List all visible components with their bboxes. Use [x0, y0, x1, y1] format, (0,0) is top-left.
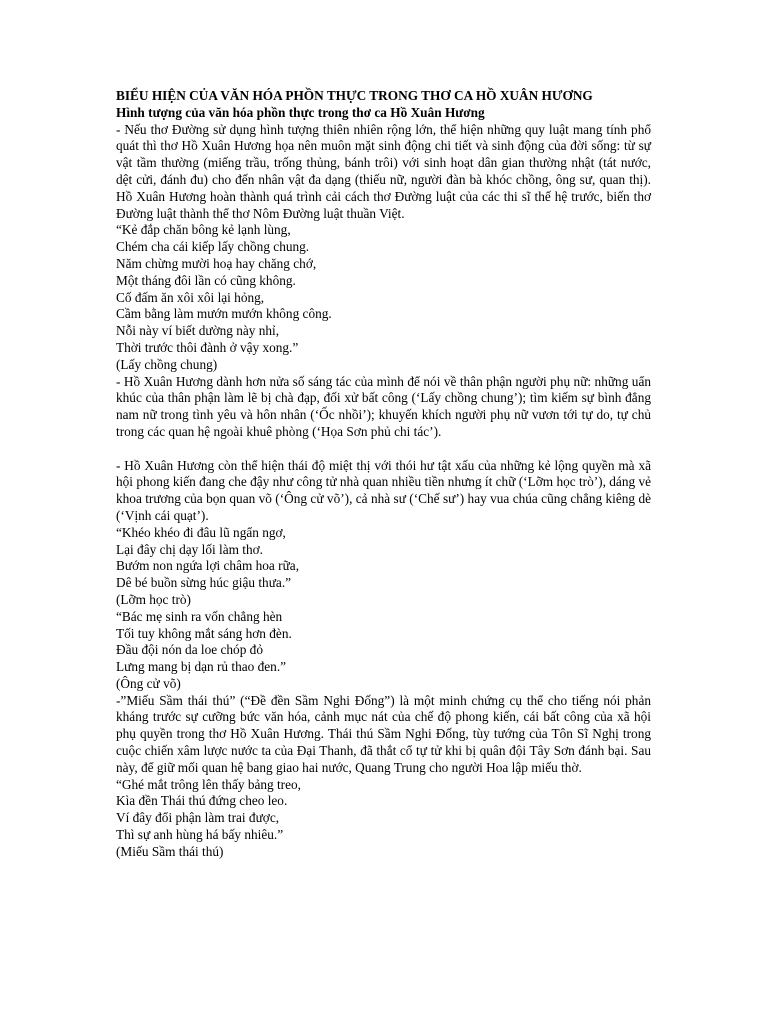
section-heading: Hình tượng của văn hóa phồn thực trong thơ ca Hồ Xuân Hương	[116, 104, 485, 120]
poem-line: Lại đây chị dạy lối làm thơ.	[116, 541, 263, 557]
poem-line: “Ghé mắt trông lên thấy bảng treo,	[116, 776, 301, 792]
poem-line: Bướm non ngứa lợi châm hoa rữa,	[116, 558, 300, 574]
document-title: BIỂU HIỆN CỦA VĂN HÓA PHỒN THỰC TRONG THƠ CA HỒ XUÂN HƯƠNG	[116, 88, 593, 103]
poem-line: Tối tuy không mắt sáng hơn đèn.	[116, 625, 292, 641]
poem-source: (Lỡm học trò)	[116, 591, 191, 607]
poem-line: Năm chừng mười hoạ hay chăng chớ,	[116, 255, 317, 271]
poem-line: Đầu đội nón da loe chóp đỏ	[116, 642, 263, 658]
paragraph-2: - Hồ Xuân Hương dành hơn nửa số sáng tác của mình để nói về thân phận người phụ nữ: những uẩn khúc của thân phận làm lẽ bị chà đạp, đối xử bất công (‘Lấy chồng chung’); tìm kiếm sự bình đẳng nam nữ trong tình yêu và hôn nhân (‘Ốc nhồi’); khuyến khích người phụ nữ vươn tới tự do, tự chủ trong các quan hệ ngoài khuê phòng (‘Họa Sơn phủ chi tác’).	[116, 373, 651, 439]
poem-line: Dê bé buồn sừng húc giậu thưa.”	[116, 575, 292, 591]
poem-source: (Ông cử võ)	[116, 675, 181, 691]
paragraph-1: - Nếu thơ Đường sử dụng hình tượng thiên nhiên rộng lớn, thể hiện những quy luật mang tính phổ quát thì thơ Hồ Xuân Hương họa nên muôn mặt sinh động chi tiết và sinh động của đời sống: từ sự vật tầm thường (miếng trầu, trống thủng, bánh trôi) với sinh hoạt dân gian thường nhật (tát nước, dệt cửi, đánh đu) cho đến nhân vật đa dạng (thiếu nữ, người đàn bà khóc chồng, ông sư, quan thị). Hồ Xuân Hương hoàn thành quá trình cải cách thơ Đường luật của các thi sĩ thế hệ trước, biến thơ Đường luật thành thể thơ Nôm Đường luật thuần Việt.	[116, 121, 651, 221]
poem-lom-hoc-tro	[116, 525, 651, 609]
poem-line: Một tháng đôi lần có cũng không.	[116, 272, 296, 288]
poem-line: “Kẻ đắp chăn bông kẻ lạnh lùng,	[116, 222, 291, 238]
poem-line: Ví đây đổi phận làm trai được,	[116, 810, 280, 826]
poem-line: Cố đấm ăn xôi xôi lại hỏng,	[116, 289, 265, 305]
poem-line: Thời trước thôi đành ở vậy xong.”	[116, 339, 299, 355]
poem-source: (Miếu Sầm thái thú)	[116, 843, 224, 859]
blank-line	[116, 441, 651, 458]
poem-lay-chong-chung	[116, 222, 651, 373]
poem-line: Thì sự anh hùng há bấy nhiêu.”	[116, 827, 284, 843]
poem-line: Nỗi này ví biết dường này nhỉ,	[116, 323, 280, 339]
poem-line: Lưng mang bị dạn rủ thao đen.”	[116, 659, 287, 675]
poem-ong-cu-vo	[116, 609, 651, 693]
paragraph-3: - Hồ Xuân Hương còn thể hiện thái độ miệt thị với thói hư tật xấu của những kẻ lộng quyền mà xã hội phong kiến đang che đậy như công tử nhà quan nhiều tiền nhưng ít chữ (‘Lỡm học trò’), dáng vẻ khoa trương của bọn quan võ (‘Ông cử võ’), cả nhà sư (‘Chế sư’) hay vua chúa cũng chẳng kiêng dè (‘Vịnh cái quạt’).	[116, 457, 651, 523]
poem-line: “Khéo khéo đi đâu lũ ngẩn ngơ,	[116, 524, 286, 540]
paragraph-4: -”Miếu Sầm thái thú” (“Đề đền Sầm Nghi Đống”) là một minh chứng cụ thể cho tiếng nói phản kháng trước sự cưỡng bức văn hóa, cảnh mục nát của chế độ phong kiến, cái bất công của xã hội phụ quyền trong thơ Hồ Xuân Hương. Thái thú Sầm Nghi Đống, tùy tướng của Tôn Sĩ Nghị trong cuộc chiến xâm lược nước ta của Đại Thanh, đã thắt cổ tự tử khi bị quân đội Tây Sơn đánh bại. Sau này, để giữ mối quan hệ bang giao hai nước, Quang Trung cho người Hoa lập miếu thờ.	[116, 692, 651, 775]
document-body	[116, 88, 651, 861]
poem-line: Chém cha cái kiếp lấy chồng chung.	[116, 239, 310, 255]
poem-line: Kìa đền Thái thú đứng cheo leo.	[116, 793, 288, 809]
poem-mieu-sam-thai-thu	[116, 777, 651, 861]
poem-line: “Bác mẹ sinh ra vốn chẳng hèn	[116, 608, 283, 624]
poem-source: (Lấy chồng chung)	[116, 356, 218, 372]
poem-line: Cầm bằng làm mướn mướn không công.	[116, 306, 332, 322]
